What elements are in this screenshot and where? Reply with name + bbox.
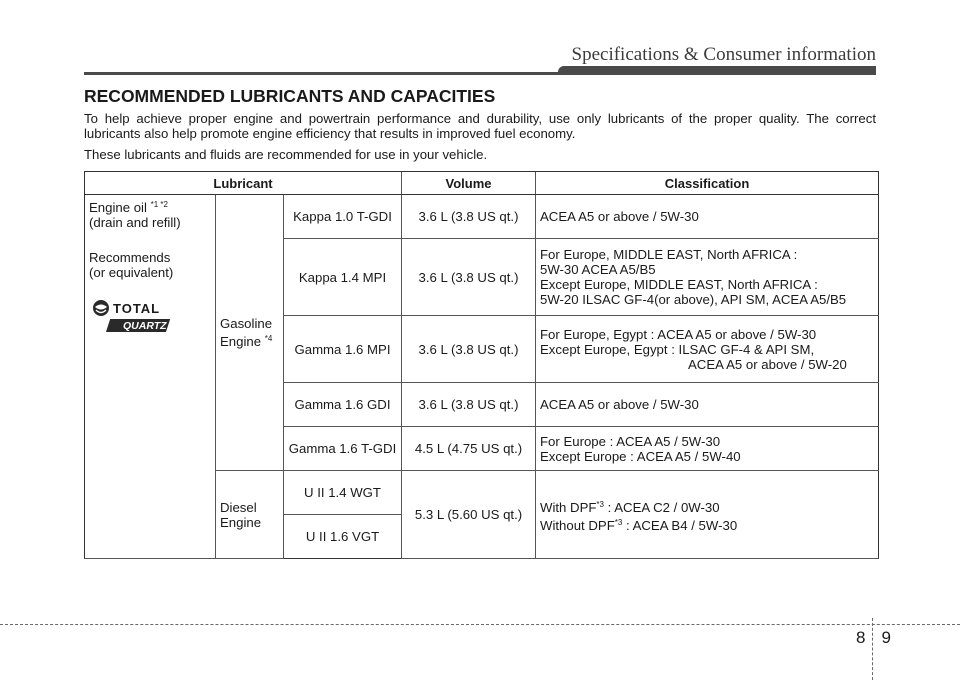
intro-paragraph-2: These lubricants and fluids are recommended for use in your vehicle. (84, 147, 488, 162)
logo-text-quartz: QUARTZ (123, 320, 167, 332)
lubricants-table (84, 171, 879, 559)
intro-text (84, 111, 876, 168)
volume-kappa-14-mpi: 3.6 L (3.8 US qt.) (402, 239, 536, 316)
class-gamma-16-tgdi (536, 427, 879, 471)
lubricant-notes: *1 *2 (150, 200, 168, 209)
section-title: RECOMMENDED LUBRICANTS AND CAPACITIES (84, 86, 496, 106)
volume-kappa-10-tgdi: 3.6 L (3.8 US qt.) (402, 195, 536, 239)
class-diesel (536, 471, 879, 559)
logo-text-total: TOTAL (113, 301, 161, 316)
gasoline-label2: Engine (220, 334, 262, 349)
class-kappa-10-tgdi: ACEA A5 or above / 5W-30 (536, 195, 879, 239)
header-classification: Classification (536, 172, 879, 195)
engine-uii-16-vgt: U II 1.6 VGT (284, 515, 402, 559)
header-lubricant: Lubricant (85, 172, 402, 195)
class-line: 5W-30 ACEA A5/B5 (540, 262, 656, 277)
class-line: For Europe, Egypt : ACEA A5 or above / 5W-30 (540, 326, 817, 342)
header-volume: Volume (402, 172, 536, 195)
volume-diesel: 5.3 L (5.60 US qt.) (402, 471, 536, 559)
class-line: Except Europe, MIDDLE EAST, North AFRICA : (540, 277, 818, 292)
class-line: 5W-20 ILSAC GF-4(or above), API SM, ACEA A5/B5 (540, 292, 847, 307)
chapter-header-title: Specifications & Consumer information (571, 44, 876, 65)
engine-gamma-16-tgdi: Gamma 1.6 T-GDI (284, 427, 402, 471)
class-line: Except Europe : ACEA A5 / 5W-40 (540, 448, 741, 464)
diesel-label: Diesel (220, 499, 257, 515)
engine-uii-14-wgt: U II 1.4 WGT (284, 471, 402, 515)
header-rule (84, 72, 876, 75)
class-line: : ACEA C2 / 0W-30 (607, 499, 720, 515)
page-chapter: 8 (856, 628, 866, 647)
gasoline-engine-cell (216, 195, 284, 471)
lubricant-drain-refill: (drain and refill) (89, 215, 181, 230)
class-gamma-16-mpi (536, 316, 879, 383)
engine-kappa-14-mpi: Kappa 1.4 MPI (284, 239, 402, 316)
diesel-label2: Engine (220, 514, 262, 530)
engine-kappa-10-tgdi: Kappa 1.0 T-GDI (284, 195, 402, 239)
table-row (85, 195, 879, 239)
intro-paragraph-1: To help achieve proper engine and powertrain performance and durability, use only lubricants of the proper quality. The correct lubricants also help promote engine efficiency that results in improved fuel economy. (84, 111, 876, 141)
diesel-engine-cell (216, 471, 284, 559)
class-line: Except Europe, Egypt : ILSAC GF-4 & API SM, (540, 341, 815, 357)
footer-rule (0, 624, 960, 625)
dpf-note: *3 (596, 499, 604, 509)
lubricant-name: Engine oil (89, 200, 147, 215)
page-number (856, 628, 891, 680)
lubricant-cell (85, 195, 216, 559)
class-line: ACEA A5 or above / 5W-20 (688, 356, 847, 372)
engine-gamma-16-mpi: Gamma 1.6 MPI (284, 316, 402, 383)
total-quartz-logo (91, 298, 183, 334)
class-line: With DPF (540, 499, 597, 515)
class-kappa-14-mpi (536, 239, 879, 316)
class-line: For Europe : ACEA A5 / 5W-30 (540, 433, 721, 449)
class-gamma-16-gdi: ACEA A5 or above / 5W-30 (536, 383, 879, 427)
volume-gamma-16-gdi: 3.6 L (3.8 US qt.) (402, 383, 536, 427)
table-header-row (85, 172, 879, 195)
class-line: For Europe, MIDDLE EAST, North AFRICA : (540, 247, 798, 262)
volume-gamma-16-mpi: 3.6 L (3.8 US qt.) (402, 316, 536, 383)
dpf-note: *3 (614, 517, 623, 527)
lubricant-recommends: Recommends (89, 250, 171, 265)
class-line: : ACEA B4 / 5W-30 (625, 517, 738, 533)
engine-gamma-16-gdi: Gamma 1.6 GDI (284, 383, 402, 427)
lubricant-or-equivalent: (or equivalent) (89, 265, 174, 280)
volume-gamma-16-tgdi: 4.5 L (4.75 US qt.) (402, 427, 536, 471)
page-index: 9 (881, 628, 891, 647)
class-line: Without DPF (540, 517, 615, 533)
gasoline-note: *4 (264, 334, 273, 343)
gasoline-label: Gasoline (220, 316, 273, 331)
